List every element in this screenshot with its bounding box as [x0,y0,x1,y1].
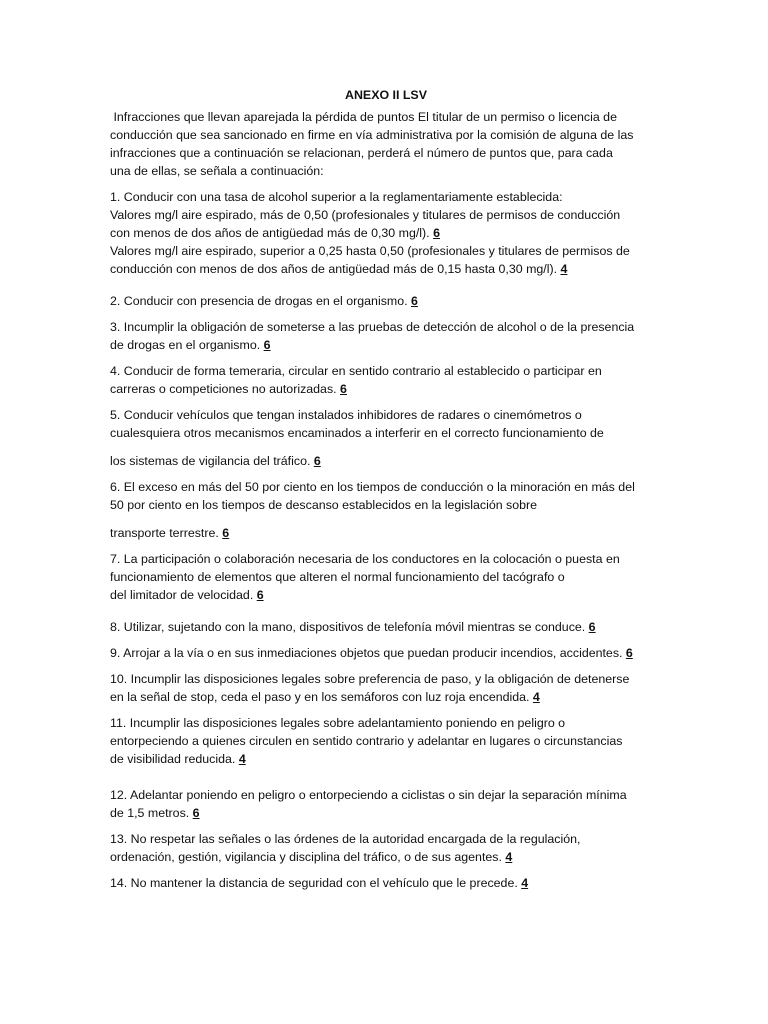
infraction-item-4 [110,362,662,398]
points-value: 6 [411,294,418,308]
item-text: 8. Utilizar, sujetando con la mano, dispositivos de telefonía móvil mientras se conduce. [110,620,589,634]
item-line [110,336,662,354]
infraction-item-7 [110,550,662,604]
infraction-item-13 [110,830,662,866]
infraction-item-14 [110,874,662,892]
item-line: Valores mg/l aire espirado, más de 0,50 (profesionales y titulares de permisos de conducción [110,208,621,222]
item-text: del limitador de velocidad. [110,588,257,602]
points-value: 4 [238,752,246,766]
points-value: 4 [560,262,568,276]
points-value: 6 [313,454,321,468]
points-value: 6 [256,588,264,602]
item-text: los sistemas de vigilancia del tráfico. [110,454,314,468]
infraction-item-6 [110,478,662,542]
item-line: 1. Conducir con una tasa de alcohol superior a la reglamentariamente establecida: [110,190,563,204]
item-text: transporte terrestre. [110,526,223,540]
item-line [110,452,662,470]
points-value: 6 [222,526,230,540]
item-line [110,380,662,398]
item-line: 6. El exceso en más del 50 por ciento en los tiempos de conducción o la minoración en más del [110,480,635,494]
infraction-item-1 [110,188,662,278]
item-line: cualesquiera otros mecanismos encaminados a interferir en el correcto funcionamiento de [110,426,604,440]
item-line: 13. No respetar las señales o las órdenes de la autoridad encargada de la regulación, [110,832,581,846]
item-line: 11. Incumplir las disposiciones legales sobre adelantamiento poniendo en peligro o [110,716,566,730]
points-value: 6 [433,226,440,240]
item-line: Valores mg/l aire espirado, superior a 0,25 hasta 0,50 (profesionales y titulares de permisos de [110,244,630,258]
infraction-item-3 [110,318,662,354]
item-line: 4. Conducir de forma temeraria, circular en sentido contrario al establecido o participar en [110,364,602,378]
item-line [110,524,662,542]
points-value: 6 [340,382,347,396]
points-value: 4 [532,690,540,704]
infraction-item-2 [110,292,662,310]
item-line: 50 por ciento en los tiempos de descanso establecidos en la legislación sobre [110,498,538,512]
intro-line: infracciones que a continuación se relacionan, perderá el número de puntos que, para cada [110,146,613,160]
points-value: 6 [588,620,596,634]
points-value: 6 [263,338,271,352]
item-line: funcionamiento de elementos que alteren el normal funcionamiento del tacógrafo o [110,570,565,584]
item-line [110,750,662,768]
item-line: 7. La participación o colaboración necesaria de los conductores en la colocación o puesta en [110,552,620,566]
item-text: conducción con menos de dos años de antigüedad más de 0,15 hasta 0,30 mg/l). [110,262,561,276]
document-page [110,86,662,900]
item-text: con menos de dos años de antigüedad más de 0,30 mg/l). [110,226,434,240]
item-text: de visibilidad reducida. [110,752,239,766]
item-line [110,644,662,662]
infraction-item-5 [110,406,662,470]
infraction-item-12 [110,786,662,822]
document-title: ANEXO II LSV [345,88,427,102]
item-line [110,688,662,706]
points-value: 4 [521,876,529,890]
item-line: 5. Conducir vehículos que tengan instalados inhibidores de radares o cinemómetros o [110,408,582,422]
infraction-item-8 [110,618,662,636]
infraction-item-10 [110,670,662,706]
infraction-item-11 [110,714,662,768]
item-text: carreras o competiciones no autorizadas. [110,382,341,396]
intro-line: conducción que sea sancionado en firme en vía administrativa por la comisión de alguna de las [110,128,634,142]
points-value: 4 [505,850,513,864]
item-text: de drogas en el organismo. [110,338,264,352]
item-text: 14. No mantener la distancia de seguridad con el vehículo que le precede. [110,876,522,890]
points-value: 6 [625,646,633,660]
intro-paragraph [110,108,662,180]
infraction-item-9 [110,644,662,662]
item-line: 3. Incumplir la obligación de someterse a las pruebas de detección de alcohol o de la presencia [110,320,635,334]
intro-line: una de ellas, se señala a continuación: [110,164,324,178]
item-text: de 1,5 metros. [110,806,193,820]
item-text: en la señal de stop, ceda el paso y en los semáforos con luz roja encendida. [110,690,533,704]
item-text: ordenación, gestión, vigilancia y disciplina del tráfico, o de sus agentes. [110,850,506,864]
item-text: 2. Conducir con presencia de drogas en el organismo. [110,294,411,308]
intro-line: Infracciones que llevan aparejada la pérdida de puntos El titular de un permiso o licencia de [110,110,617,124]
item-line [110,618,662,636]
points-value: 6 [192,806,200,820]
item-line: entorpeciendo a quienes circulen en sentido contrario y adelantar en lugares o circunstancias [110,734,623,748]
item-line [110,586,662,604]
item-line: 10. Incumplir las disposiciones legales sobre preferencia de paso, y la obligación de detenerse [110,672,630,686]
item-line [110,874,662,892]
item-line [110,804,662,822]
item-line [110,224,662,242]
item-text: 9. Arrojar a la vía o en sus inmediaciones objetos que puedan producir incendios, accidentes. [110,646,626,660]
item-line [110,848,662,866]
item-line [110,260,662,278]
item-line: 12. Adelantar poniendo en peligro o entorpeciendo a ciclistas o sin dejar la separación mínima [110,788,627,802]
item-line [110,292,662,310]
